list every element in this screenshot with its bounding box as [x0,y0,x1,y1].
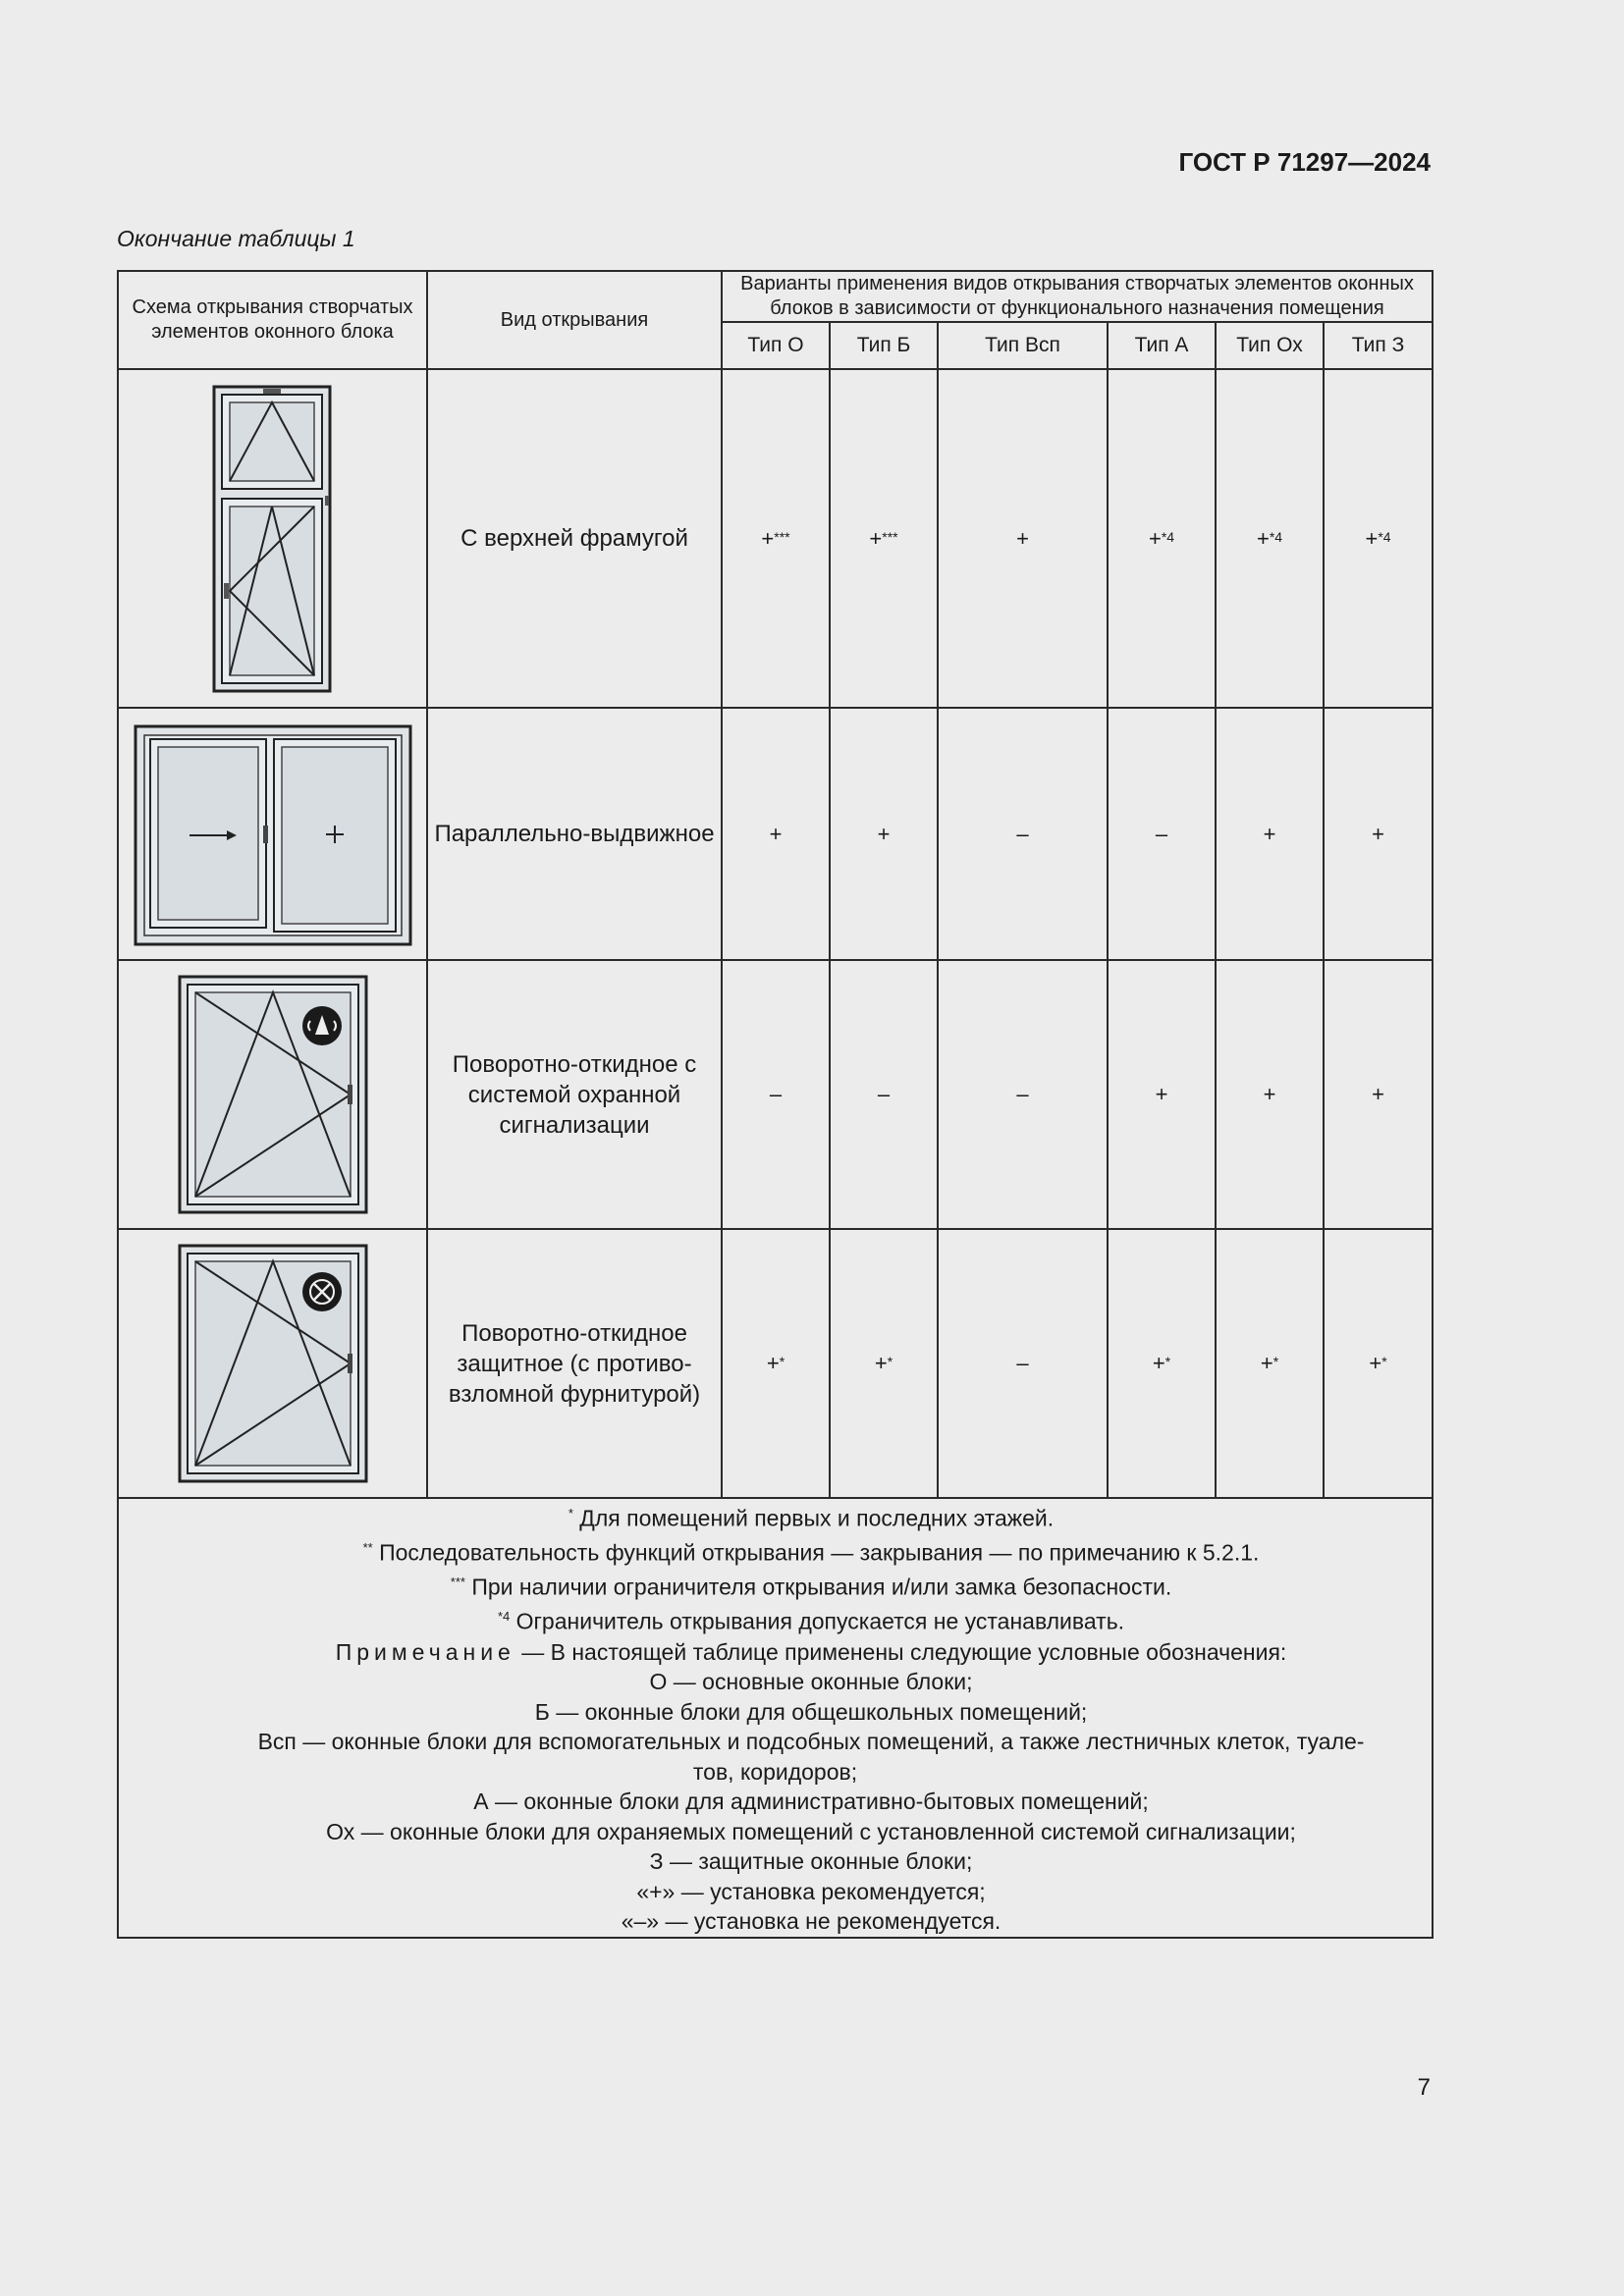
mark-cell: – [938,1229,1108,1498]
header-type-a: Тип А [1108,322,1216,369]
mark-cell: + [830,708,938,960]
mark-cell: + [722,708,830,960]
mark-cell: – [1108,708,1216,960]
scheme-cell [118,369,427,708]
scheme-cell [118,1229,427,1498]
note-intro: Примечание — В настоящей таблице применены следующие условные обозначения: [335,1638,1287,1665]
table-row [118,1229,1433,1498]
header-type-oh: Тип Ох [1216,322,1324,369]
kind-cell: Поворотно-откидное защитное (с противо-взломной фурнитурой) [427,1229,722,1498]
note-item: Б — оконные блоки для общешкольных помещений; [534,1698,1088,1725]
note-item: А — оконные блоки для административно-бытовых помещений; [473,1789,1149,1815]
header-type-z: Тип З [1324,322,1433,369]
kind-cell: Параллельно-выдвижное [427,708,722,960]
mark-cell: + [1108,960,1216,1229]
window-opening-table [117,270,1434,1939]
table-row [118,708,1433,960]
page-number: 7 [1417,2074,1431,2101]
table-row [118,369,1433,708]
table-caption: Окончание таблицы 1 [117,226,355,251]
mark-cell: +$^{*4}$ [1324,369,1433,708]
footnote: $^{*4}$ Ограничитель открывания допускается не устанавливать. [497,1609,1125,1635]
transom-window-diagram [175,382,371,696]
mark-cell: +$^{*4}$ [1216,369,1324,708]
note-item: Ох — оконные блоки для охраняемых помещений с установленной системой сигнализации; [326,1818,1296,1844]
mark-cell: + [1324,960,1433,1229]
header-type-o: Тип О [722,322,830,369]
footnote: ** Последовательность функций открывания — закрывания — по примечанию к 5.2.1. [362,1539,1260,1566]
sliding-window-diagram [131,721,415,947]
mark-cell: +* [1216,1229,1324,1498]
note-item: Всп — оконные блоки для вспомогательных и подсобных помещений, а также лестничных клеток, туале- [257,1729,1365,1755]
table-row [118,960,1433,1229]
mark-cell: +* [1108,1229,1216,1498]
mark-cell: – [722,960,830,1229]
header-scheme: Схема открывания створчатых элементов оконного блока [118,271,427,369]
footnote: * Для помещений первых и последних этажей. [568,1505,1055,1531]
header-type-vsp: Тип Всп [938,322,1108,369]
header-kind: Вид открывания [427,271,722,369]
footnote: *** При наличии ограничителя открывания и/или замка безопасности. [450,1574,1172,1600]
note-item: «–» — установка не рекомендуется. [621,1908,1001,1935]
mark-cell: + [1324,708,1433,960]
scheme-cell [118,960,427,1229]
mark-cell: + [1216,708,1324,960]
burglar-proof-window-diagram [175,1241,371,1486]
kind-cell: С верхней фрамугой [427,369,722,708]
kind-cell: Поворотно-откидное с системой охранной сигнализации [427,960,722,1229]
scheme-cell [118,708,427,960]
mark-cell: +* [722,1229,830,1498]
mark-cell: + [1216,960,1324,1229]
document-code: ГОСТ Р 71297—2024 [1178,147,1431,177]
mark-cell: – [938,708,1108,960]
note-item: З — защитные оконные блоки; [649,1848,973,1875]
alarm-window-diagram [175,972,371,1217]
mark-cell: +*** [722,369,830,708]
mark-cell: +* [830,1229,938,1498]
note-item: «+» — установка рекомендуется; [636,1878,986,1904]
note-item: О — основные оконные блоки; [649,1669,973,1695]
mark-cell: + [938,369,1108,708]
mark-cell: +$^{*4}$ [1108,369,1216,708]
notes-cell [118,1498,1433,1938]
mark-cell: – [938,960,1108,1229]
header-type-b: Тип Б [830,322,938,369]
header-variants: Варианты применения видов открывания створчатых элементов оконных блоков в зависимости от функционального назначения помещения [722,271,1433,322]
note-item: тов, коридоров; [692,1758,858,1785]
mark-cell: – [830,960,938,1229]
mark-cell: +*** [830,369,938,708]
mark-cell: +* [1324,1229,1433,1498]
